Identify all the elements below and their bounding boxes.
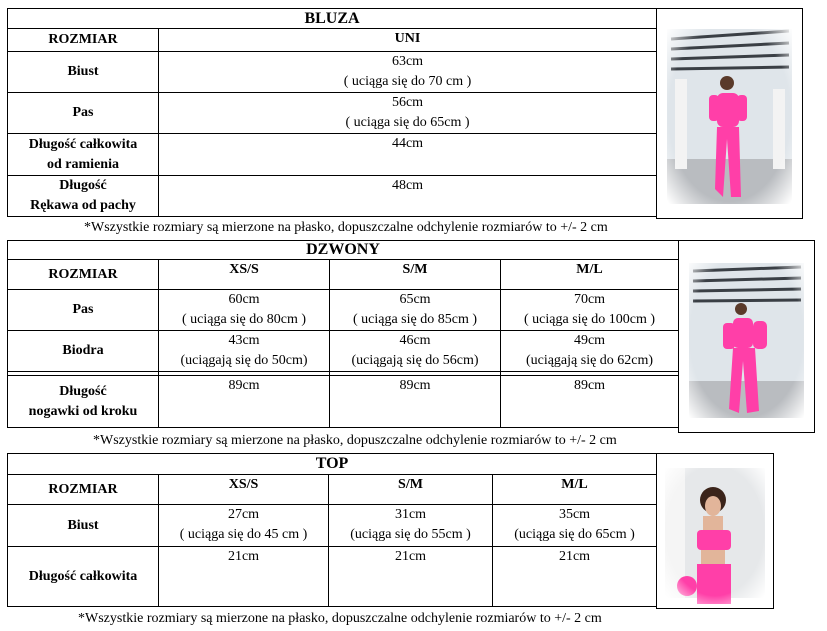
- top-model-photo: [656, 453, 774, 609]
- dzwony-biodra-s-m: [330, 331, 501, 372]
- value-line: 65cm: [399, 292, 431, 307]
- top-size-s-m: S/M: [329, 475, 493, 505]
- dzwony-size-s-m: S/M: [330, 260, 501, 290]
- bluza-row-dlugosc-label: [8, 134, 159, 176]
- dzwony-nogawka-m-l: 89cm: [501, 376, 679, 428]
- dzwony-biodra-m-l: [501, 331, 679, 372]
- bluza-note: *Wszystkie rozmiary są mierzone na płasko, dopuszczalne odchylenie rozmiarów to +/- 2 cm: [84, 220, 608, 235]
- value-line: 27cm: [227, 507, 260, 522]
- dzwony-size-header: ROZMIAR: [8, 260, 159, 290]
- dzwony-pas-m-l: [501, 290, 679, 331]
- value-note: ( uciąga się do 70 cm ): [343, 74, 472, 89]
- value-line: 46cm: [399, 333, 431, 348]
- value-line: 49cm: [573, 333, 606, 348]
- label-line: od ramienia: [47, 156, 119, 172]
- dzwony-biodra-xs-s: [159, 331, 330, 372]
- model-illustration: [657, 454, 773, 608]
- dzwony-title: DZWONY: [8, 241, 679, 260]
- bluza-title: BLUZA: [8, 9, 657, 29]
- dzwony-biodra-label: Biodra: [8, 331, 159, 372]
- label-line: Długość: [59, 178, 107, 193]
- label-line: Długość całkowita: [28, 136, 138, 152]
- bluza-row-dlugosc-value: 44cm: [159, 134, 657, 176]
- bluza-row-rekaw-value: 48cm: [159, 176, 657, 217]
- bluza-row-rekaw-label: [8, 176, 159, 217]
- value-note: (uciąga się do 55cm ): [350, 527, 471, 542]
- value-line: 43cm: [228, 333, 260, 348]
- top-biust-label: Biust: [8, 505, 159, 547]
- bluza-size-header: ROZMIAR: [8, 29, 159, 52]
- bluza-row-pas-label: Pas: [8, 93, 159, 134]
- value-note: ( uciąga się do 45 cm ): [179, 527, 308, 542]
- top-title: TOP: [8, 454, 657, 475]
- bluza-row-biust-value: [159, 52, 657, 93]
- label-line: Długość: [59, 383, 107, 399]
- top-biust-m-l: [493, 505, 657, 547]
- top-dlugosc-label: Długość całkowita: [8, 547, 159, 607]
- value-line: 63cm: [391, 54, 424, 69]
- value-line: 70cm: [573, 292, 606, 307]
- dzwony-note: *Wszystkie rozmiary są mierzone na płasko, dopuszczalne odchylenie rozmiarów to +/- 2 cm: [93, 433, 617, 448]
- value-note: ( uciąga się do 100cm ): [524, 312, 656, 327]
- value-note: (uciągają się do 62cm): [525, 353, 654, 368]
- top-biust-s-m: [329, 505, 493, 547]
- dzwony-size-m-l: M/L: [501, 260, 679, 290]
- value-line: 31cm: [394, 507, 427, 522]
- bluza-size-uni: UNI: [159, 29, 657, 52]
- value-line: 60cm: [228, 292, 260, 307]
- dzwony-table: [7, 240, 679, 428]
- label-line: nogawki od kroku: [28, 403, 138, 419]
- bluza-model-photo: [656, 8, 803, 219]
- value-note: ( uciąga się do 80cm ): [181, 312, 306, 327]
- bluza-row-pas-value: [159, 93, 657, 134]
- value-note: ( uciąga się do 85cm ): [352, 312, 477, 327]
- dzwony-size-xs-s: XS/S: [159, 260, 330, 290]
- model-illustration: [679, 241, 814, 432]
- dzwony-pas-s-m: [330, 290, 501, 331]
- dzwony-pas-xs-s: [159, 290, 330, 331]
- value-line: 56cm: [391, 95, 424, 110]
- bluza-table: [7, 8, 657, 217]
- dzwony-nogawka-xs-s: 89cm: [159, 376, 330, 428]
- top-size-xs-s: XS/S: [159, 475, 329, 505]
- label-line: Rękawa od pachy: [30, 198, 136, 213]
- value-note: (uciągają się do 56cm): [351, 353, 479, 368]
- dzwony-model-photo: [678, 240, 815, 433]
- top-biust-xs-s: [159, 505, 329, 547]
- value-note: (uciągają się do 50cm): [180, 353, 308, 368]
- value-line: 35cm: [558, 507, 591, 522]
- dzwony-nogawka-label: [8, 376, 159, 428]
- top-table: [7, 453, 657, 607]
- value-note: ( uciąga się do 65cm ): [345, 115, 470, 130]
- top-note: *Wszystkie rozmiary są mierzone na płasko, dopuszczalne odchylenie rozmiarów to +/- 2 cm: [78, 611, 602, 626]
- top-dlugosc-s-m: 21cm: [329, 547, 493, 607]
- top-dlugosc-xs-s: 21cm: [159, 547, 329, 607]
- dzwony-pas-label: Pas: [8, 290, 159, 331]
- top-size-m-l: M/L: [493, 475, 657, 505]
- dzwony-nogawka-s-m: 89cm: [330, 376, 501, 428]
- bluza-row-biust-label: Biust: [8, 52, 159, 93]
- top-dlugosc-m-l: 21cm: [493, 547, 657, 607]
- top-size-header: ROZMIAR: [8, 475, 159, 505]
- value-note: (uciąga się do 65cm ): [514, 527, 635, 542]
- model-illustration: [657, 9, 802, 218]
